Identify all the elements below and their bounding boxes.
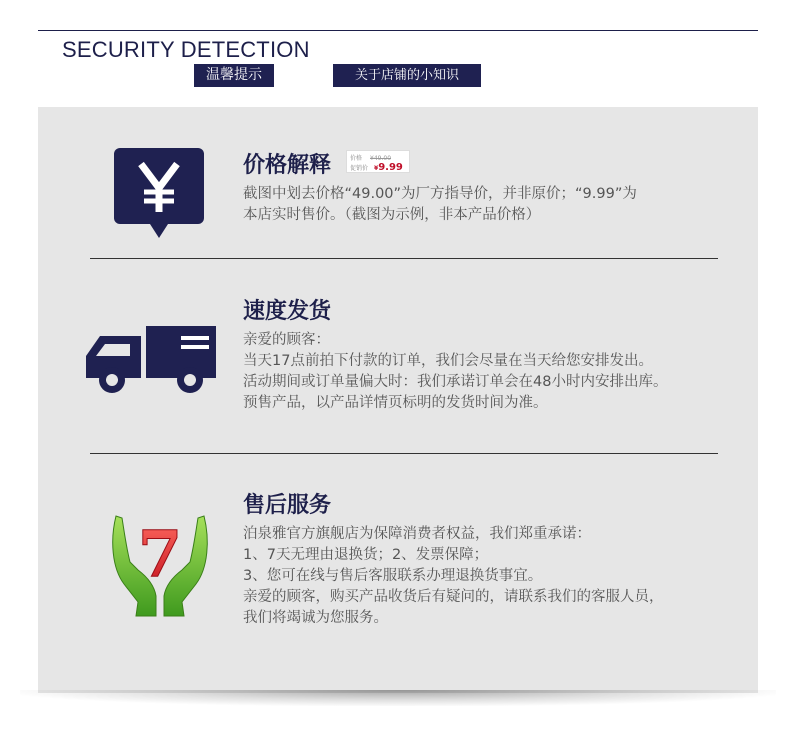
after-sales-line-3: 3、您可在线与售后客服联系办理退换货事宜。 (243, 568, 543, 584)
price-line-2: 本店实时售价。（截图为示例，非本产品价格） (243, 207, 541, 223)
shipping-line-2: 当天17点前拍下付款的订单，我们会尽量在当天给您安排发出。 (243, 353, 653, 369)
chip-label-2: 促销价 (350, 165, 369, 172)
store-knowledge-tag: 关于店铺的小知识 (333, 64, 481, 87)
price-section-title: 价格解释 (243, 153, 332, 178)
chip-label-1: 价格 (350, 155, 363, 162)
badge-number: 7 (137, 517, 183, 592)
divider (90, 258, 718, 259)
truck-icon (86, 326, 216, 396)
chip-currency: ¥ (374, 165, 379, 172)
price-section-body (243, 184, 637, 226)
divider (90, 453, 718, 454)
price-example-chip (346, 150, 410, 173)
yen-icon (114, 148, 206, 240)
shipping-line-3: 活动期间或订单量偏大时：我们承诺订单会在48小时内安排出库。 (243, 374, 668, 390)
page-title: SECURITY DETECTION (62, 37, 310, 62)
tip-tag: 温馨提示 (194, 64, 274, 87)
chip-new-price: 9.99 (378, 162, 403, 173)
price-line-1: 截图中划去价格“49.00”为厂方指导价，并非原价；“9.99”为 (243, 186, 637, 202)
after-sales-line-1: 泊泉雅官方旗舰店为保障消费者权益，我们郑重承诺： (243, 526, 591, 542)
seven-day-return-icon (108, 510, 212, 620)
after-sales-section-body (243, 524, 664, 629)
shipping-section-body (243, 330, 667, 414)
panel-shadow (20, 690, 776, 706)
after-sales-section-title: 售后服务 (243, 493, 332, 518)
after-sales-line-4: 亲爱的顾客，购买产品收货后有疑问的，请联系我们的客服人员， (243, 589, 664, 605)
after-sales-line-5: 我们将竭诚为您服务。 (243, 610, 388, 626)
top-rule (38, 30, 758, 31)
after-sales-line-2: 1、7天无理由退换货；2、发票保障； (243, 547, 489, 563)
shipping-line-1: 亲爱的顾客： (243, 332, 330, 348)
shipping-line-4: 预售产品，以产品详情页标明的发货时间为准。 (243, 395, 548, 411)
chip-old-price: ¥49.00 (370, 155, 392, 162)
shipping-section-title: 速度发货 (243, 299, 332, 324)
